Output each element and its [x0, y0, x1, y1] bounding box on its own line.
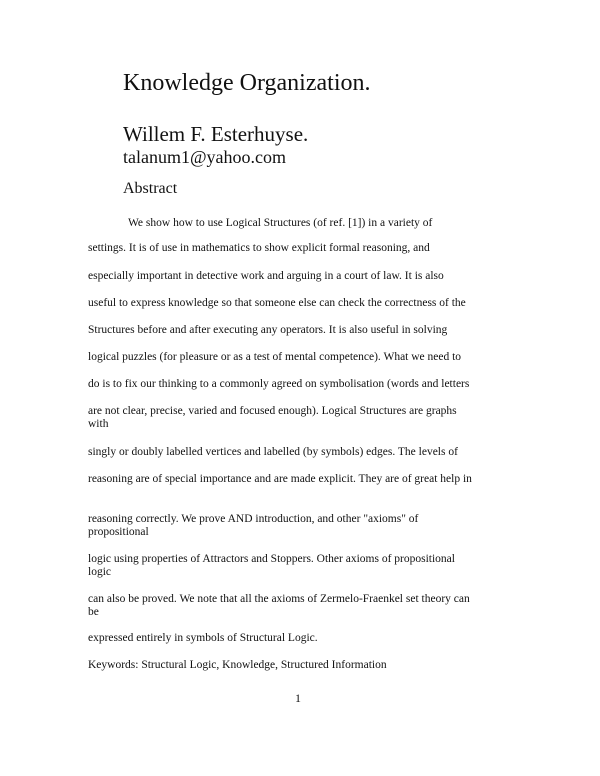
keywords: Keywords: Structural Logic, Knowledge, Structured Information: [88, 659, 387, 671]
abstract-line: Structures before and after executing any operators. It is also useful in solving: [88, 324, 448, 336]
abstract-heading: Abstract: [123, 180, 178, 197]
abstract-line: reasoning are of special importance and are made explicit. They are of great help in: [88, 473, 472, 485]
abstract-line: We show how to use Logical Structures (of ref. [1]) in a variety of: [128, 217, 433, 229]
author-name: Willem F. Esterhuyse.: [123, 122, 309, 146]
abstract-line: can also be proved. We note that all the axioms of Zermelo-Fraenkel set theory can be: [88, 593, 470, 618]
abstract-line: expressed entirely in symbols of Structural Logic.: [88, 632, 318, 644]
abstract-line: logical puzzles (for pleasure or as a test of mental competence). What we need to: [88, 351, 462, 363]
paper-title: Knowledge Organization.: [123, 70, 371, 96]
abstract-line: are not clear, precise, varied and focused enough). Logical Structures are graphs with: [88, 405, 457, 430]
abstract-line: especially important in detective work and arguing in a court of law. It is also: [88, 270, 444, 282]
abstract-line: do is to fix our thinking to a commonly agreed on symbolisation (words and letters: [88, 378, 470, 390]
abstract-line: useful to express knowledge so that someone else can check the correctness of the: [88, 297, 466, 309]
page-number: 1: [295, 691, 301, 705]
author-email: talanum1@yahoo.com: [123, 147, 287, 167]
abstract-line: logic using properties of Attractors and Stoppers. Other axioms of propositional logic: [88, 553, 455, 578]
abstract-line: settings. It is of use in mathematics to show explicit formal reasoning, and: [88, 242, 430, 254]
abstract-line: singly or doubly labelled vertices and labelled (by symbols) edges. The levels of: [88, 446, 458, 458]
abstract-line: reasoning correctly. We prove AND introduction, and other "axioms" of propositional: [88, 513, 419, 538]
